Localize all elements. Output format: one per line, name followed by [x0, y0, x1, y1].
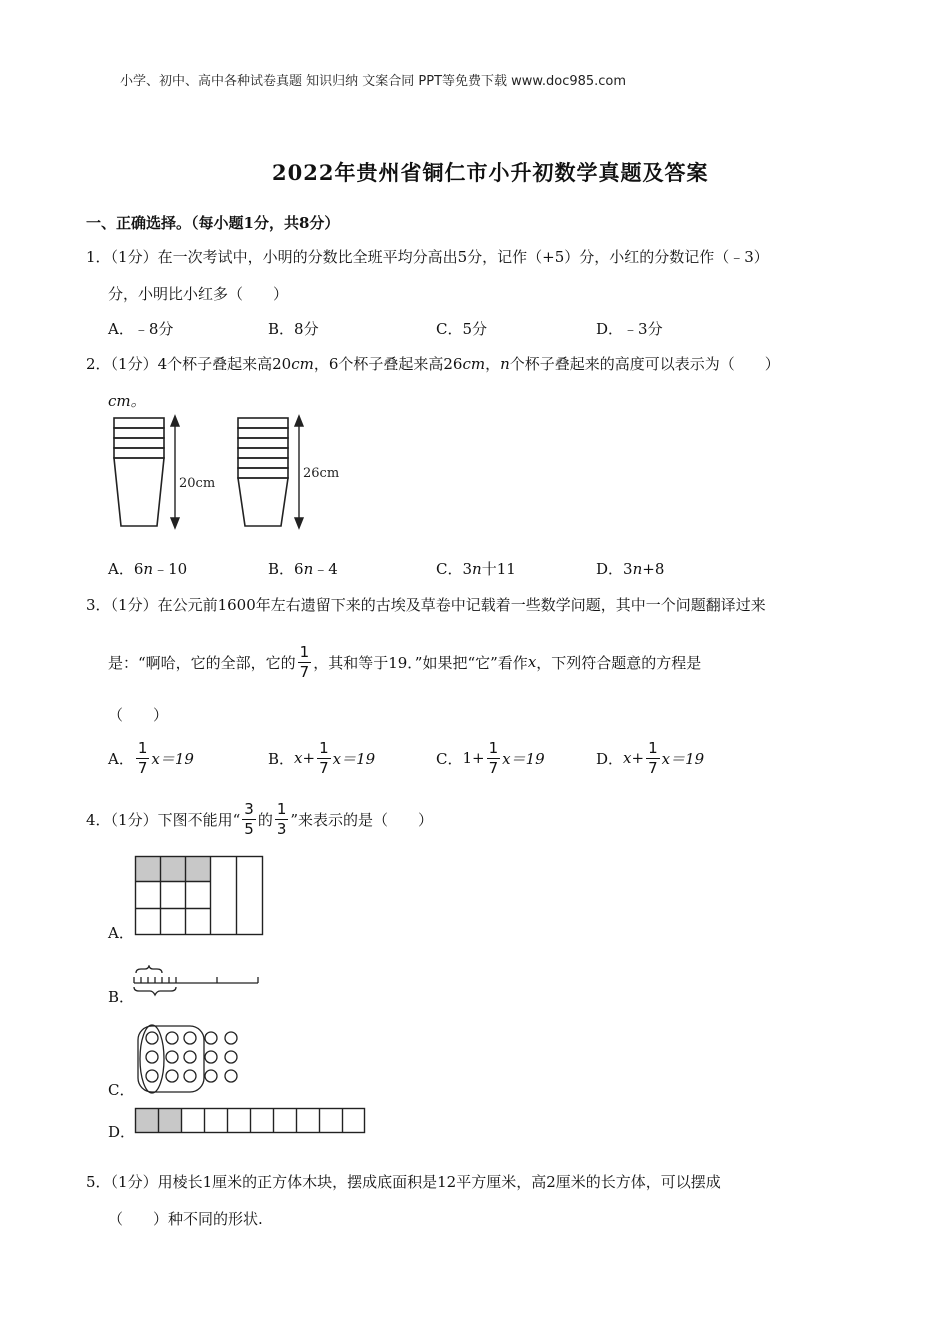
q2-line2: cm。 [108, 392, 146, 410]
q4-option-d-label: D． [108, 1123, 136, 1141]
q2-option-a: A．6n﹣10 [108, 560, 188, 578]
q4-fraction-three-fifths: $\frac{3}{5}$ [244, 799, 254, 838]
height-label-left: 20cm [179, 476, 216, 491]
height-arrow-left [171, 416, 179, 528]
q1-line1: 1．（1分）在一次考试中，小明的分数比全班平均分高出5分，记作（+5）分，小红的分数记作（﹣3） [86, 248, 769, 266]
q2-cup-figure [100, 410, 360, 535]
q4-option-c-label: C． [108, 1081, 135, 1099]
q5-line1: 5．（1分）用棱长1厘米的正方体木块，摆成底面积是12平方厘米，高2厘米的长方体，可以摆成 [86, 1173, 721, 1191]
q4-option-b-line [132, 965, 262, 997]
q2-text-c: ， [485, 355, 501, 373]
height-label-right: 26cm [303, 466, 340, 481]
q5-line2: （ ）种不同的形状. [108, 1210, 263, 1228]
q3-line1: 3．（1分）在公元前1600年左右遗留下来的古埃及草卷中记载着一些数学问题，其中一个问题翻译过来 [86, 596, 766, 614]
q2-line1 [86, 353, 780, 374]
q4-option-a-label: A． [108, 924, 134, 942]
q3-line3: （ ） [108, 706, 169, 724]
q2-unit-2: cm [462, 355, 486, 373]
q4-line1: 4．（1分）下图不能用“ $\frac{3}{5}$ 的 $\frac{1}{3}$ ”来表示的是（ ） [86, 799, 434, 838]
q3-option-c: C． 1+ $\frac{1}{7}$ x＝19 [436, 738, 545, 777]
q2-text-a: 2．（1分）4个杯子叠起来高20 [86, 355, 292, 373]
q1-option-a: A．﹣8分 [108, 320, 174, 338]
section-heading: 一、正确选择。（每小题1分，共8分） [86, 214, 340, 232]
q3-option-a: A． $\frac{1}{7}$ x＝19 [108, 738, 194, 777]
q2-option-b: B．6n﹣4 [268, 560, 338, 578]
q1-option-d: D．﹣3分 [596, 320, 663, 338]
cup-stack-left [114, 418, 164, 526]
q4-option-a-grid [134, 855, 266, 937]
q2-option-c: C．3n十11 [436, 560, 516, 578]
q3-option-b: B． x+ $\frac{1}{7}$ x＝19 [268, 738, 376, 777]
q2-unit-1: cm [291, 355, 314, 373]
q4-option-b-label: B． [108, 988, 135, 1006]
q4-option-c-circles [132, 1022, 244, 1096]
q3-option-d: D． x+ $\frac{1}{7}$ x＝19 [596, 738, 705, 777]
q1-line2: 分，小明比小红多（ ） [108, 285, 289, 303]
cup-stack-right [238, 418, 288, 526]
q3-fraction-one-seventh: $\frac{1}{7}$ [299, 642, 310, 681]
height-arrow-right [295, 416, 303, 528]
q2-text-d: 个杯子叠起来的高度可以表示为（ ） [509, 355, 780, 373]
q4-option-d-strip [134, 1107, 368, 1135]
page-title: 2022年贵州省铜仁市小升初数学真题及答案 [272, 160, 709, 185]
q3-line2: 是：“啊哈，它的全部，它的 $\frac{1}{7}$ ，其和等于19．”如果把“它”看作 x ，下列符合题意的方程是 [108, 642, 702, 681]
q4-fraction-one-third: $\frac{1}{3}$ [276, 799, 287, 838]
q2-text-b: ，6个杯子叠起来高26 [313, 355, 463, 373]
q1-option-b: B．8分 [268, 320, 319, 338]
q2-var-n: n [500, 355, 510, 373]
site-header: 小学、初中、高中各种试卷真题 知识归纳 文案合同 PPT等免费下载 www.doc985.com [120, 74, 627, 89]
q2-option-d: D．3n+8 [596, 560, 665, 578]
q1-option-c: C．5分 [436, 320, 488, 338]
